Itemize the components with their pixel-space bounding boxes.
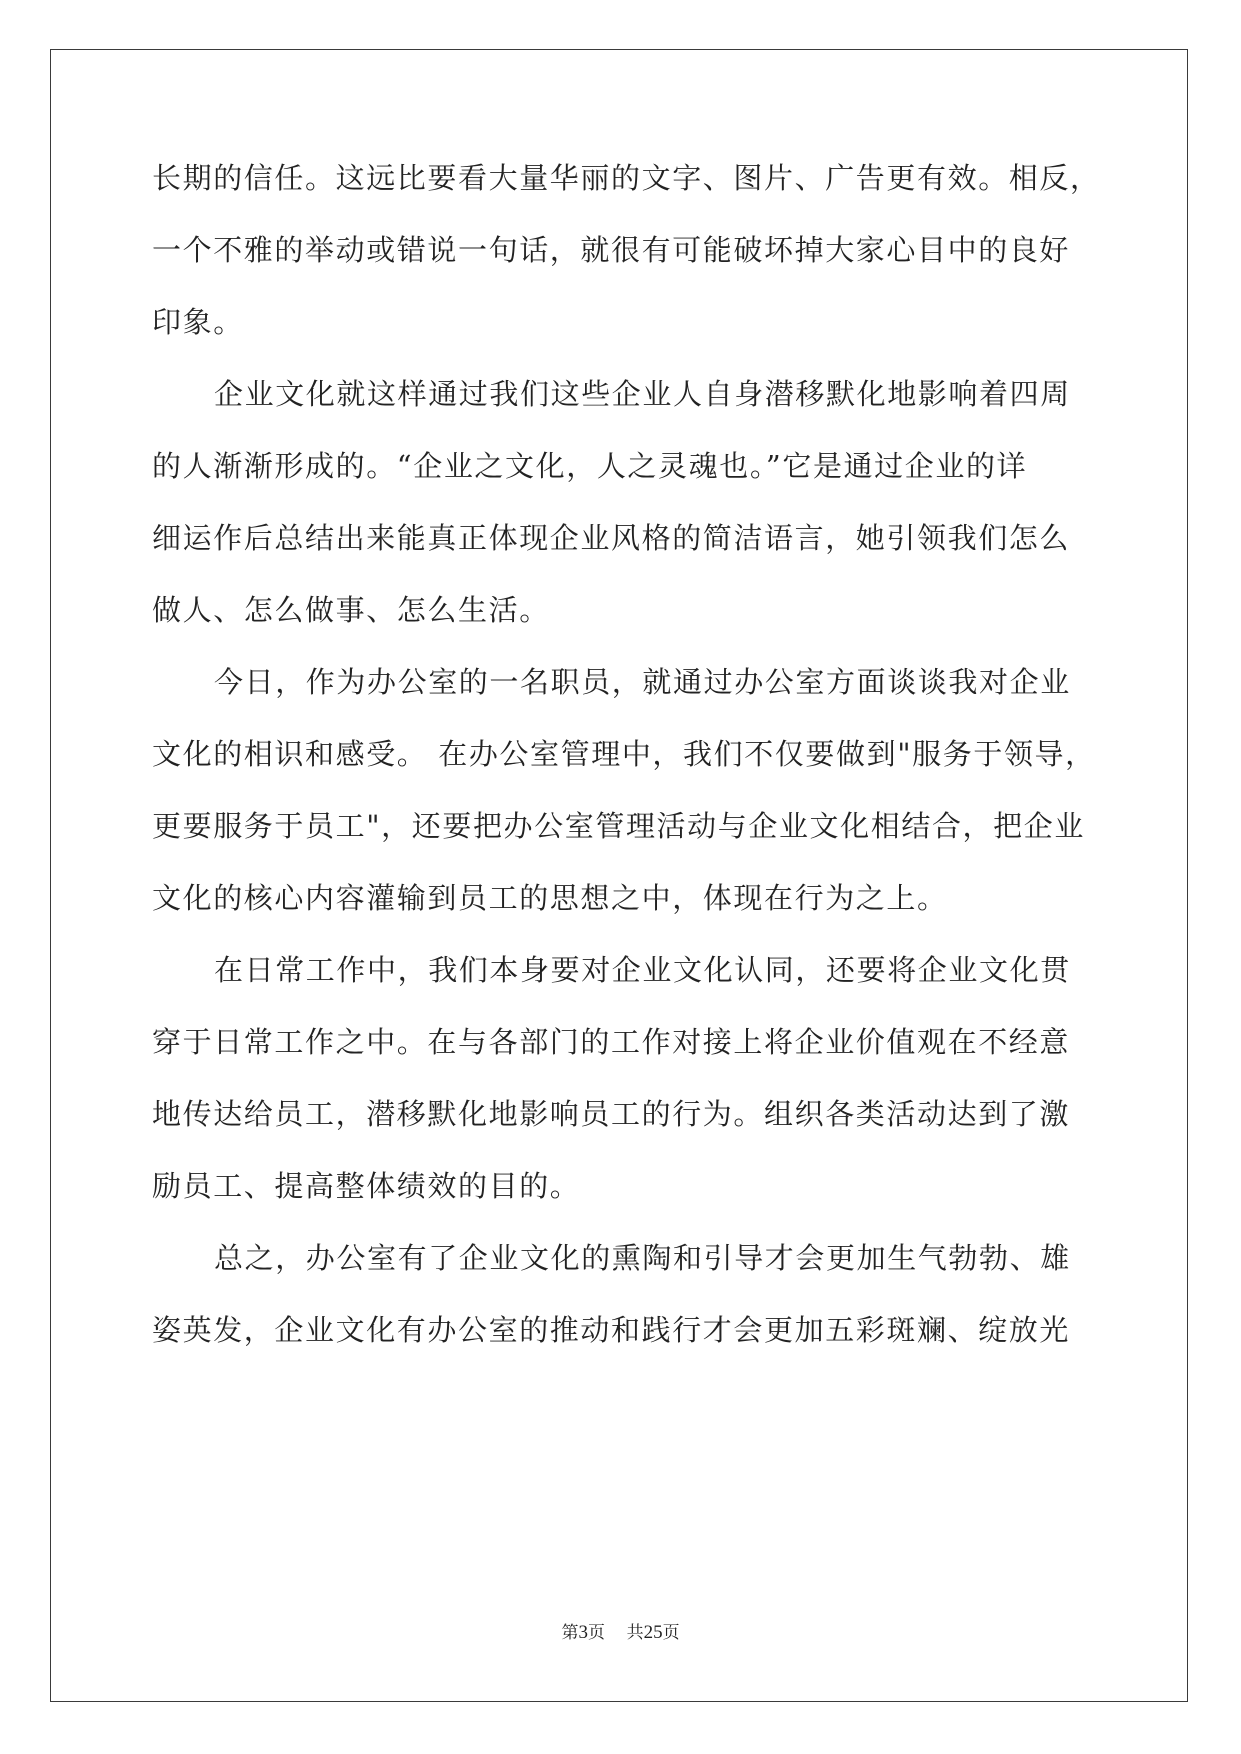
footer-page-suffix: 页 bbox=[587, 1623, 605, 1643]
text-line: 在日常工作中，我们本身要对企业文化认同，还要将企业文化贯 bbox=[214, 953, 1071, 987]
text-line: 总之，办公室有了企业文化的熏陶和引导才会更加生气勃勃、雄 bbox=[214, 1241, 1071, 1275]
footer-total-suffix: 页 bbox=[662, 1623, 680, 1643]
text-line: 长期的信任。这远比要看大量华丽的文字、图片、广告更有效。相反， bbox=[152, 161, 1101, 195]
text-line: 穿于日常工作之中。在与各部门的工作对接上将企业价值观在不经意 bbox=[152, 1025, 1071, 1059]
text-line: 企业文化就这样通过我们这些企业人自身潜移默化地影响着四周 bbox=[214, 377, 1071, 411]
page-number: 3 bbox=[578, 1622, 588, 1643]
text-line: 更要服务于员工"，还要把办公室管理活动与企业文化相结合，把企业 bbox=[152, 809, 1085, 843]
footer-total-prefix: 共 bbox=[626, 1623, 644, 1643]
text-line: 地传达给员工，潜移默化地影响员工的行为。组织各类活动达到了激 bbox=[152, 1097, 1071, 1131]
text-line: 今日，作为办公室的一名职员，就通过办公室方面谈谈我对企业 bbox=[214, 665, 1071, 699]
total-pages: 25 bbox=[643, 1622, 663, 1643]
text-line: 励员工、提高整体绩效的目的。 bbox=[152, 1169, 581, 1203]
text-line: 文化的核心内容灌输到员工的思想之中，体现在行为之上。 bbox=[152, 881, 948, 915]
footer-prefix: 第 bbox=[561, 1623, 579, 1643]
text-line: 文化的相识和感受。 在办公室管理中，我们不仅要做到"服务于领导， bbox=[152, 737, 1096, 771]
text-line: 一个不雅的举动或错说一句话，就很有可能破坏掉大家心目中的良好 bbox=[152, 233, 1071, 267]
page-border bbox=[50, 49, 1188, 1702]
page-footer bbox=[0, 1622, 1241, 1644]
text-line: 做人、怎么做事、怎么生活。 bbox=[152, 593, 550, 627]
text-line: 姿英发，企业文化有办公室的推动和践行才会更加五彩斑斓、绽放光 bbox=[152, 1313, 1071, 1347]
text-line: 细运作后总结出来能真正体现企业风格的简洁语言，她引领我们怎么 bbox=[152, 521, 1071, 555]
text-line: 的人渐渐形成的。“企业之文化，人之灵魂也。”它是通过企业的详 bbox=[152, 449, 1028, 483]
text-line: 印象。 bbox=[152, 305, 244, 339]
